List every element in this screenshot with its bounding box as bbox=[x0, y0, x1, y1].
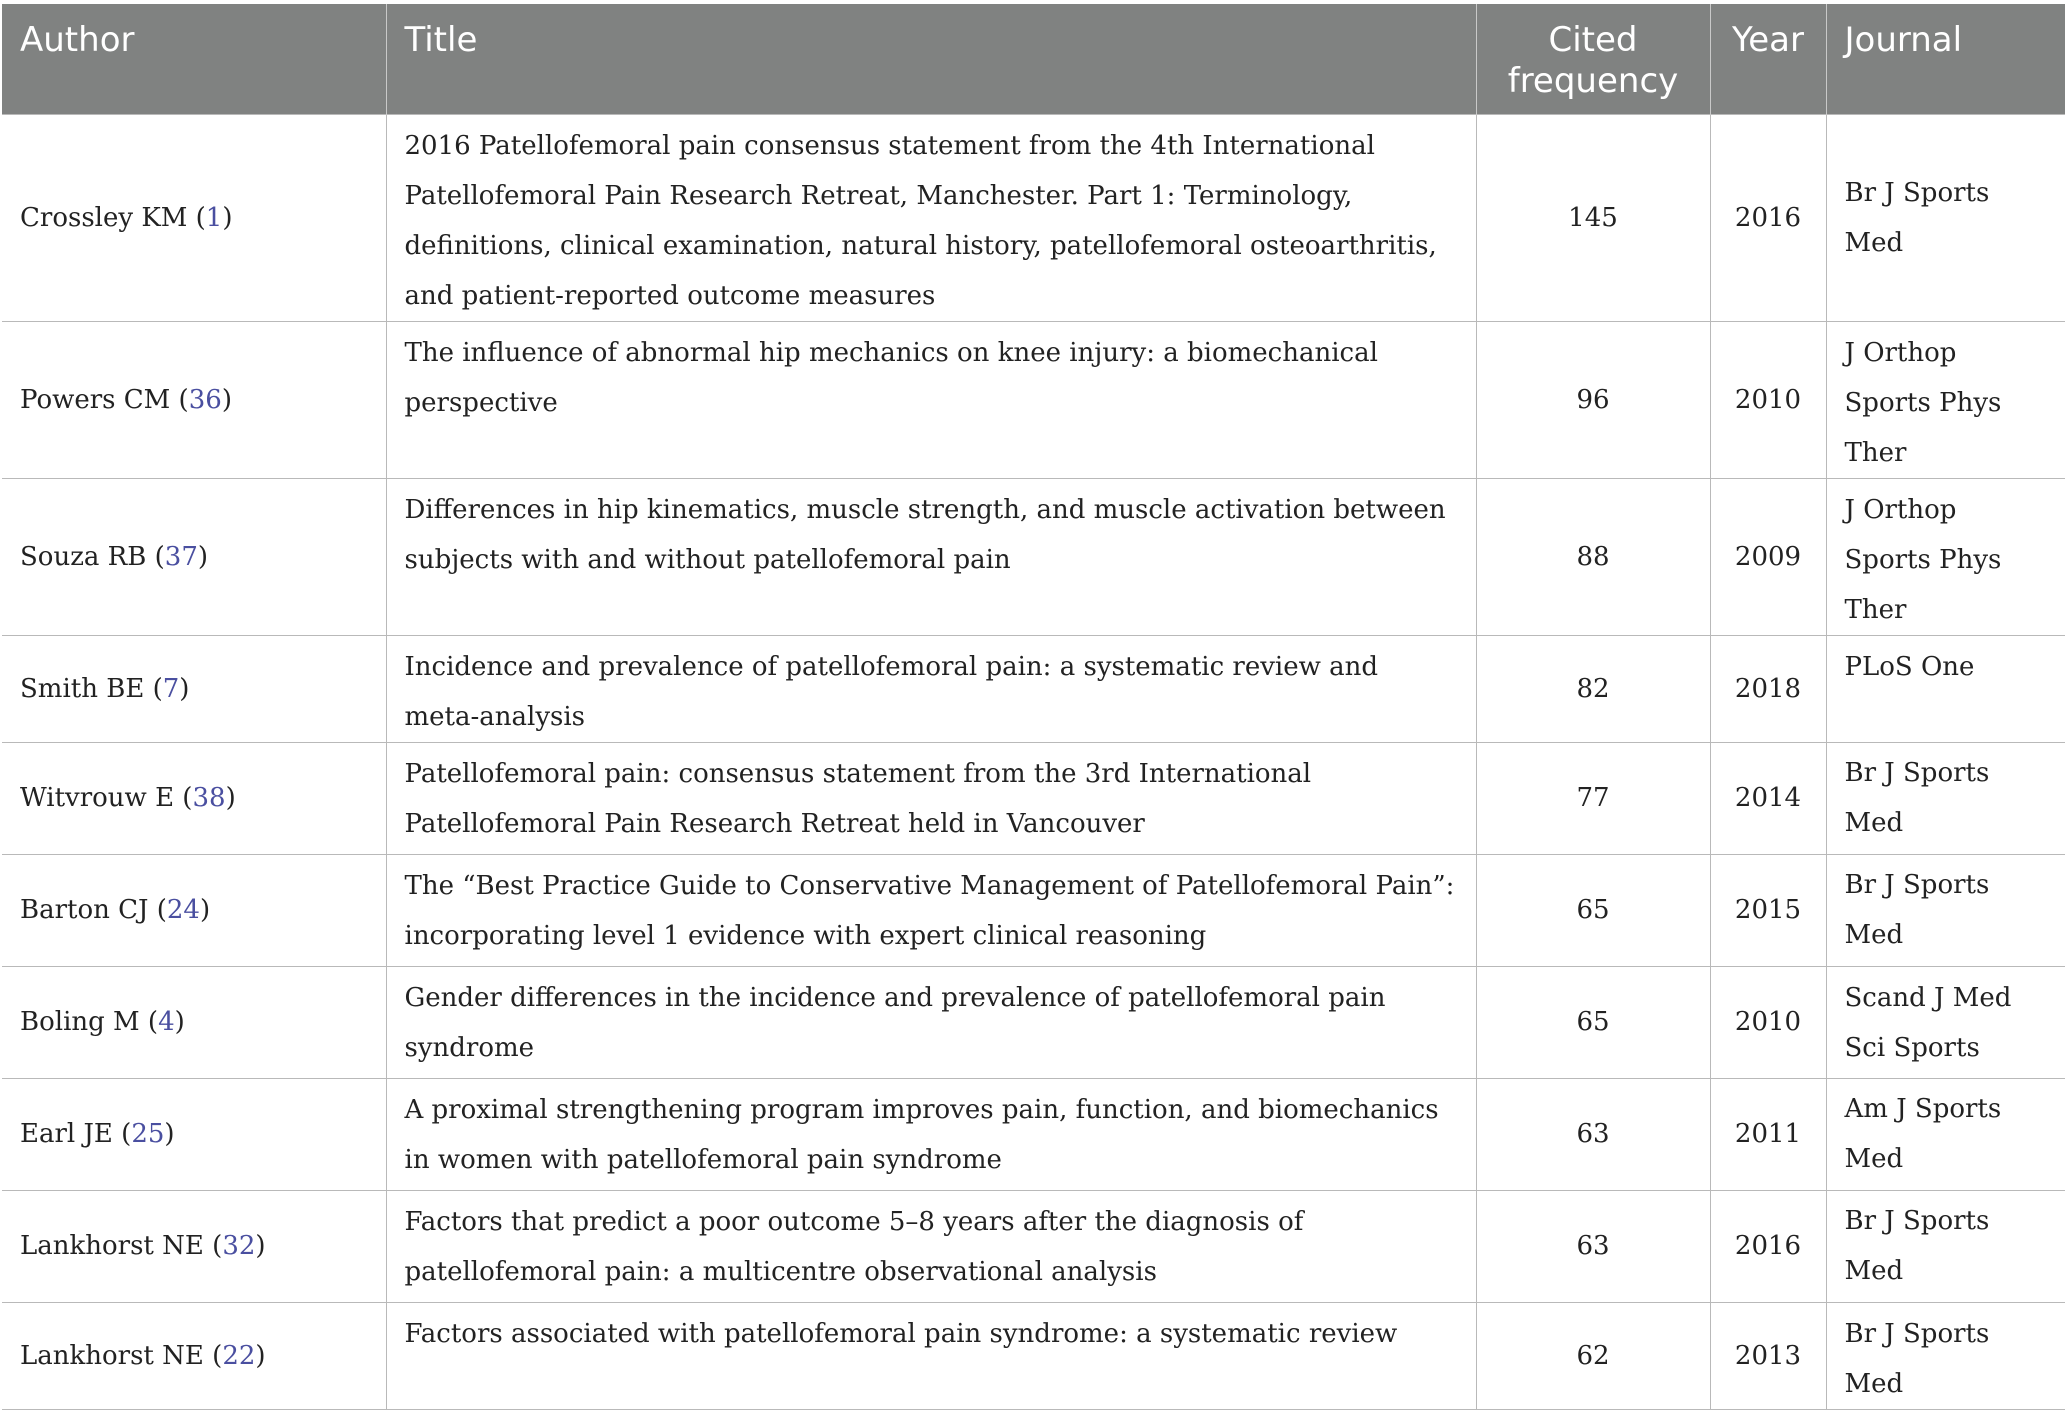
cited-frequency-cell: 96 bbox=[1476, 321, 1710, 478]
author-name: Souza RB bbox=[20, 541, 147, 572]
cited-frequency-cell: 77 bbox=[1476, 742, 1710, 854]
reference-link[interactable]: 32 bbox=[222, 1231, 256, 1261]
reference-link[interactable]: 38 bbox=[192, 783, 226, 813]
cited-frequency-cell: 62 bbox=[1476, 1302, 1710, 1409]
header-row bbox=[2, 4, 2065, 114]
cited-frequency-cell: 63 bbox=[1476, 1078, 1710, 1190]
author-cell: Crossley KM (1) bbox=[2, 114, 386, 321]
journal-cell: Am J Sports Med bbox=[1826, 1078, 2065, 1190]
cited-frequency-cell: 65 bbox=[1476, 854, 1710, 966]
year-cell: 2011 bbox=[1710, 1078, 1826, 1190]
reference-link[interactable]: 36 bbox=[188, 384, 222, 415]
cited-frequency-cell: 145 bbox=[1476, 114, 1710, 321]
title-cell: Factors that predict a poor outcome 5–8 years after the diagnosis of patellofemoral pain: a multicentre observational analysis bbox=[386, 1190, 1476, 1302]
table-row bbox=[2, 854, 2065, 966]
author-name: Witvrouw E bbox=[20, 783, 175, 813]
header-title: Title bbox=[386, 4, 1476, 114]
year-cell: 2016 bbox=[1710, 114, 1826, 321]
journal-cell: Br J Sports Med bbox=[1826, 854, 2065, 966]
year-cell: 2013 bbox=[1710, 1302, 1826, 1409]
year-cell: 2016 bbox=[1710, 1190, 1826, 1302]
header-cited-frequency: Cited frequency bbox=[1476, 4, 1710, 114]
author-name: Lankhorst NE bbox=[20, 1340, 204, 1371]
journal-cell: Br J Sports Med bbox=[1826, 114, 2065, 321]
journal-cell: Br J Sports Med bbox=[1826, 1190, 2065, 1302]
cited-frequency-cell: 63 bbox=[1476, 1190, 1710, 1302]
year-cell: 2009 bbox=[1710, 478, 1826, 635]
table-row bbox=[2, 1190, 2065, 1302]
table-row bbox=[2, 635, 2065, 742]
author-cell: Boling M (4) bbox=[2, 966, 386, 1078]
year-cell: 2015 bbox=[1710, 854, 1826, 966]
reference-link[interactable]: 25 bbox=[131, 1119, 165, 1149]
title-cell: The influence of abnormal hip mechanics on knee injury: a biomechanical perspective bbox=[386, 321, 1476, 478]
journal-cell: J Orthop Sports Phys Ther bbox=[1826, 478, 2065, 635]
year-cell: 2018 bbox=[1710, 635, 1826, 742]
title-cell: A proximal strengthening program improves pain, function, and biomechanics in women with patellofemoral pain syndrome bbox=[386, 1078, 1476, 1190]
reference-link[interactable]: 24 bbox=[166, 895, 200, 925]
author-name: Crossley KM bbox=[20, 202, 188, 233]
journal-cell: Scand J Med Sci Sports bbox=[1826, 966, 2065, 1078]
title-cell: The “Best Practice Guide to Conservative Management of Patellofemoral Pain”: incorporating level 1 evidence with expert clinical reasoning bbox=[386, 854, 1476, 966]
title-cell: Patellofemoral pain: consensus statement from the 3rd International Patellofemoral Pain Research Retreat held in Vancouver bbox=[386, 742, 1476, 854]
header-author: Author bbox=[2, 4, 386, 114]
journal-cell: Br J Sports Med bbox=[1826, 1302, 2065, 1409]
author-cell: Smith BE (7) bbox=[2, 635, 386, 742]
reference-link[interactable]: 7 bbox=[162, 673, 180, 704]
author-cell: Powers CM (36) bbox=[2, 321, 386, 478]
author-cell: Souza RB (37) bbox=[2, 478, 386, 635]
year-cell: 2010 bbox=[1710, 966, 1826, 1078]
title-cell: Differences in hip kinematics, muscle strength, and muscle activation between subjects with and without patellofemoral pain bbox=[386, 478, 1476, 635]
author-name: Earl JE bbox=[20, 1119, 113, 1149]
table-row bbox=[2, 966, 2065, 1078]
author-name: Lankhorst NE bbox=[20, 1231, 204, 1261]
title-cell: Factors associated with patellofemoral pain syndrome: a systematic review bbox=[386, 1302, 1476, 1409]
author-cell: Lankhorst NE (22) bbox=[2, 1302, 386, 1409]
author-name: Powers CM bbox=[20, 384, 171, 415]
header-journal: Journal bbox=[1826, 4, 2065, 114]
author-cell: Barton CJ (24) bbox=[2, 854, 386, 966]
table-row bbox=[2, 1078, 2065, 1190]
table-row bbox=[2, 1302, 2065, 1409]
author-name: Boling M bbox=[20, 1007, 140, 1037]
reference-link[interactable]: 37 bbox=[164, 541, 198, 572]
author-name: Barton CJ bbox=[20, 895, 149, 925]
reference-link[interactable]: 1 bbox=[205, 202, 223, 233]
journal-cell: J Orthop Sports Phys Ther bbox=[1826, 321, 2065, 478]
table-row bbox=[2, 114, 2065, 321]
cited-frequency-cell: 82 bbox=[1476, 635, 1710, 742]
year-cell: 2010 bbox=[1710, 321, 1826, 478]
reference-link[interactable]: 4 bbox=[158, 1007, 175, 1037]
citations-table bbox=[2, 4, 2065, 1410]
table-row bbox=[2, 742, 2065, 854]
cited-frequency-cell: 65 bbox=[1476, 966, 1710, 1078]
journal-cell: Br J Sports Med bbox=[1826, 742, 2065, 854]
table-row bbox=[2, 478, 2065, 635]
author-cell: Lankhorst NE (32) bbox=[2, 1190, 386, 1302]
reference-link[interactable]: 22 bbox=[222, 1340, 256, 1371]
title-cell: Incidence and prevalence of patellofemoral pain: a systematic review and meta-analysis bbox=[386, 635, 1476, 742]
journal-cell: PLoS One bbox=[1826, 635, 2065, 742]
header-year: Year bbox=[1710, 4, 1826, 114]
cited-frequency-cell: 88 bbox=[1476, 478, 1710, 635]
author-name: Smith BE bbox=[20, 673, 145, 704]
author-cell: Earl JE (25) bbox=[2, 1078, 386, 1190]
title-cell: Gender differences in the incidence and prevalence of patellofemoral pain syndrome bbox=[386, 966, 1476, 1078]
year-cell: 2014 bbox=[1710, 742, 1826, 854]
title-cell: 2016 Patellofemoral pain consensus statement from the 4th International Patellofemoral Pain Research Retreat, Manchester. Part 1: Terminology, definitions, clinical examination, natural history, patellofemoral osteoarthritis, and patient-reported outcome measures bbox=[386, 114, 1476, 321]
author-cell: Witvrouw E (38) bbox=[2, 742, 386, 854]
table-row bbox=[2, 321, 2065, 478]
